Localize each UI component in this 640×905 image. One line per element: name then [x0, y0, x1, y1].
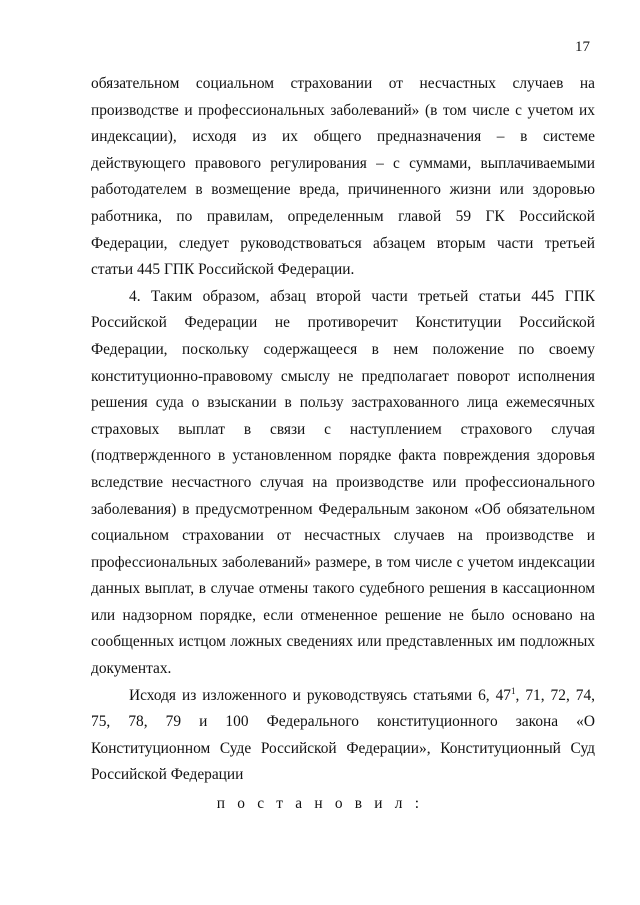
legal-basis-text-start: Исходя из изложенного и руководствуясь статьями 6, 47 — [129, 686, 512, 704]
resolution-heading: п о с т а н о в и л : — [216, 795, 424, 812]
legal-basis-text-end: , 71, 72, 74, 75, 78, 79 и 100 Федерального конституционного закона «О Конституционном Суде Российской Федерации», Конституционный Суд Российской Федерации — [91, 686, 595, 784]
page-number: 17 — [575, 39, 590, 55]
paragraph-4: 4. Таким образом, абзац второй части третьей статьи 445 ГПК Российской Федерации не противоречит Конституции Российской Федерации, поскольку содержащееся в нем положение по своему конституционно-правовому смыслу не предполагает поворот исполнения решения суда о взыскании в пользу застрахованного лица ежемесячных страховых выплат в связи с наступлением страхового случая (подтвержденного в установленном порядке факта повреждения здоровья вследствие несчастного случая на производстве или профессионального заболевания) в предусмотренном Федеральным законом «Об обязательном социальном страховании от несчастных случаев на производстве и профессиональных заболеваний» размере, в том числе с учетом индексации данных выплат, в случае отмены такого судебного решения в кассационном или надзорном порядке, если отмененное решение не было основано на сообщенных истцом ложных сведениях или представленных им подложных документах. — [91, 287, 595, 678]
article-superscript: 1 — [511, 685, 516, 696]
document-body — [91, 71, 595, 789]
paragraph-legal-basis — [91, 683, 595, 789]
paragraph-continuation: обязательном социальном страховании от несчастных случаев на производстве и профессиональных заболеваний» (в том числе с учетом их индексации), исходя из их общего предназначения – в системе действующего правового регулирования – с суммами, выплачиваемыми работодателем в возмещение вреда, причиненного жизни или здоровью работника, по правилам, определенным главой 59 ГК Российской Федерации, следует руководствоваться абзацем вторым части третьей статьи 445 ГПК Российской Федерации. — [91, 75, 595, 279]
